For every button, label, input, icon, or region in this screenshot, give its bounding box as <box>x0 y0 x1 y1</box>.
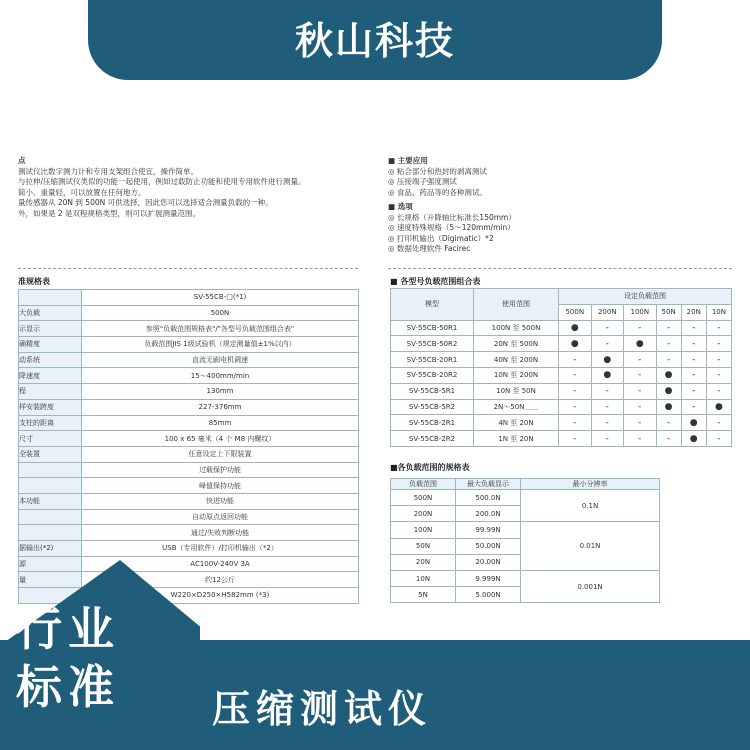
spec-row <box>19 352 359 368</box>
spec-value: 100 x 65 毫米（4 个 M8 内螺纹） <box>82 431 359 447</box>
combo-mark: - <box>656 320 681 336</box>
spec-value: 任意设定上下限装置 <box>82 446 359 462</box>
combo-setting-col: 500N <box>559 304 592 320</box>
load-header-max: 最大负载显示 <box>456 479 521 490</box>
spec-value: 500N <box>82 305 359 321</box>
load-header-range: 负载范围 <box>391 479 456 490</box>
load-range: 20N <box>391 554 456 570</box>
combo-mark: - <box>559 352 592 368</box>
combo-mark: - <box>624 399 657 415</box>
combo-mark: - <box>559 367 592 383</box>
combo-mark: - <box>681 352 706 368</box>
combo-mark: - <box>681 383 706 399</box>
options-heading: ■ 选项 <box>388 202 413 211</box>
spec-value: 130mm <box>82 384 359 400</box>
load-max: 200.0N <box>456 506 521 522</box>
combo-mark: - <box>706 431 731 447</box>
combo-mark: ● <box>656 399 681 415</box>
spec-row <box>19 509 359 525</box>
features-line: 量传感器从 20N 到 500N 可供选择，因此您可以选择适合测量负载的一种。 <box>18 198 273 207</box>
load-max: 20.00N <box>456 554 521 570</box>
features-line: 简小、重量轻，可以放置在任何地方。 <box>18 187 146 197</box>
load-range: 50N <box>391 538 456 554</box>
load-row <box>391 522 660 538</box>
load-max: 9.999N <box>456 570 521 586</box>
combo-mark: - <box>706 415 731 431</box>
combo-model: SV-55CB-5R2 <box>391 399 474 415</box>
combo-mark: - <box>706 367 731 383</box>
spec-row <box>19 462 359 478</box>
applications-line: ◎ 压接端子强度测试 <box>388 177 457 186</box>
combo-mark: ● <box>559 336 592 352</box>
combo-range: 10N 至 200N <box>474 367 559 383</box>
combo-mark: - <box>591 431 624 447</box>
spec-value: 过载保护功能 <box>82 462 359 478</box>
applications-heading: ■ 主要应用 <box>388 156 428 165</box>
combo-mark: ● <box>656 367 681 383</box>
spec-value: 参照"负载范围规格表"/"各型号负载范围组合表" <box>82 321 359 337</box>
load-range: 200N <box>391 506 456 522</box>
spec-key: 支柱的距离 <box>19 415 82 431</box>
spec-row <box>19 431 359 447</box>
combo-row <box>391 431 732 447</box>
spec-row <box>19 368 359 384</box>
combo-model: SV-55CB-20R2 <box>391 367 474 383</box>
combo-range: 40N 至 200N <box>474 352 559 368</box>
combo-mark: ● <box>591 367 624 383</box>
combo-setting-col: 200N <box>591 304 624 320</box>
spec-key: 动系统 <box>19 352 82 368</box>
load-range-table <box>390 478 660 603</box>
spec-value: 直流无刷电机调速 <box>82 352 359 368</box>
combo-mark: - <box>624 352 657 368</box>
combo-mark: - <box>591 415 624 431</box>
combo-row <box>391 399 732 415</box>
combo-mark: - <box>681 320 706 336</box>
combo-mark: - <box>591 336 624 352</box>
combo-mark: - <box>681 336 706 352</box>
combo-mark: ● <box>681 431 706 447</box>
combo-table-title: ■ 各型号负载范围组合表 <box>390 277 481 286</box>
spec-value: 自动原点返回功能 <box>82 509 359 525</box>
load-range: 5N <box>391 587 456 603</box>
spec-key <box>19 462 82 478</box>
combo-mark: - <box>624 320 657 336</box>
combo-mark: ● <box>706 399 731 415</box>
spec-row <box>19 446 359 462</box>
combo-mark: - <box>624 383 657 399</box>
combo-setting-col: 10N <box>706 304 731 320</box>
spec-value: AC100V-240V 3A <box>82 556 359 572</box>
load-max: 5.000N <box>456 587 521 603</box>
load-header-resolution: 最小分辨率 <box>521 479 660 490</box>
combo-setting-col: 50N <box>656 304 681 320</box>
spec-row <box>19 541 359 557</box>
spec-key: 尺寸 <box>19 431 82 447</box>
spec-key <box>19 290 82 306</box>
spec-key: 确精度 <box>19 337 82 353</box>
spec-row <box>19 572 359 588</box>
load-range: 10N <box>391 570 456 586</box>
options-line: ◎ 速度特殊规格（5～120mm/min） <box>388 223 515 232</box>
combo-mark: - <box>681 367 706 383</box>
spec-key: 据输出(*2) <box>19 541 82 557</box>
product-name: 压缩测试仪 <box>212 687 433 731</box>
spec-row <box>19 525 359 541</box>
combo-row <box>391 320 732 336</box>
spec-key: 全装置 <box>19 446 82 462</box>
spec-key: 量 <box>19 572 82 588</box>
combo-mark: ● <box>681 415 706 431</box>
spec-key: 大负载 <box>19 305 82 321</box>
spec-value: SV-55CB-□(*1) <box>82 290 359 306</box>
combo-model: SV-55CB-2R1 <box>391 415 474 431</box>
combo-range: 100N 至 500N <box>474 320 559 336</box>
divider <box>18 268 358 269</box>
combo-header-model: 模型 <box>391 289 474 321</box>
options-line: ◎ 数据处理软件 Facirec <box>388 244 471 253</box>
spec-value: 227-376mm <box>82 399 359 415</box>
features-block <box>18 156 306 219</box>
combo-mark: - <box>591 383 624 399</box>
combo-mark: - <box>559 383 592 399</box>
features-line: 测试仪比数字测力计和专用支架组合使宜，操作简单。 <box>18 166 198 176</box>
combo-mark: - <box>559 399 592 415</box>
combo-mark: - <box>656 415 681 431</box>
combo-setting-col: 100N <box>624 304 657 320</box>
spec-row <box>19 305 359 321</box>
options-block <box>388 202 516 255</box>
spec-value: W220×D250×H582mm (*3) <box>82 588 359 604</box>
applications-line: ◎ 粘合部分和热封的剥离测试 <box>388 166 487 176</box>
spec-table-title: 准规格表 <box>18 277 50 286</box>
spec-row <box>19 493 359 509</box>
spec-key: 程 <box>19 384 82 400</box>
load-range: 100N <box>391 522 456 538</box>
spec-row <box>19 321 359 337</box>
combo-mark: - <box>591 399 624 415</box>
spec-row <box>19 290 359 306</box>
load-row <box>391 490 660 506</box>
load-row <box>391 570 660 586</box>
combo-model: SV-55CB-50R2 <box>391 336 474 352</box>
combo-mark: ● <box>559 320 592 336</box>
load-max: 99.99N <box>456 522 521 538</box>
load-resolution: 0.001N <box>521 570 660 602</box>
spec-key <box>19 478 82 494</box>
combo-mark: ● <box>624 336 657 352</box>
applications-line: ◎ 食品、药品等的各种测试。 <box>388 187 487 197</box>
spec-value: 负载范围JIS 1级试验机（规定测量值±1%以内） <box>82 337 359 353</box>
divider <box>388 268 732 269</box>
combo-range: 4N 至 20N <box>474 415 559 431</box>
applications-block <box>388 156 487 198</box>
header-band <box>88 0 662 80</box>
combo-setting-col: 20N <box>681 304 706 320</box>
combo-model: SV-55CB-2R2 <box>391 431 474 447</box>
combo-mark: - <box>706 320 731 336</box>
combo-mark: - <box>624 367 657 383</box>
combo-mark: - <box>681 399 706 415</box>
spec-row <box>19 415 359 431</box>
combo-mark: - <box>559 431 592 447</box>
combo-mark: - <box>656 352 681 368</box>
spec-key: 降速度 <box>19 368 82 384</box>
spec-value: 约12公斤 <box>82 572 359 588</box>
combo-mark: - <box>624 431 657 447</box>
combo-mark: - <box>656 431 681 447</box>
spec-row <box>19 337 359 353</box>
load-table-title: ■各负载范围的规格表 <box>390 463 470 472</box>
combo-range: 10N 至 50N <box>474 383 559 399</box>
combo-range: 2N～50N＿＿ <box>474 399 559 415</box>
spec-value: 峰值保持功能 <box>82 478 359 494</box>
combo-mark: - <box>656 336 681 352</box>
spec-key: 本功能 <box>19 493 82 509</box>
load-resolution: 0.1N <box>521 490 660 522</box>
spec-value: USB（专用软件）/打印机输出（*2） <box>82 541 359 557</box>
header-title: 秋山科技 <box>294 19 455 63</box>
spec-key: 样安装跨度 <box>19 399 82 415</box>
spec-row <box>19 384 359 400</box>
spec-key: 示显示 <box>19 321 82 337</box>
combo-mark: - <box>706 352 731 368</box>
combo-row <box>391 367 732 383</box>
combo-header-range: 使用范围 <box>474 289 559 321</box>
combo-range: 1N 至 20N <box>474 431 559 447</box>
spec-value: 通过/失败判断功能 <box>82 525 359 541</box>
combo-row <box>391 352 732 368</box>
spec-value: 85mm <box>82 415 359 431</box>
options-line: ◎ 长规格（升降轴比标准长150mm） <box>388 212 516 222</box>
combo-mark: - <box>706 383 731 399</box>
features-line: 外，如果是 2 是双程规格类型，则可以扩展测量范围。 <box>18 208 201 218</box>
combo-mark: ● <box>591 352 624 368</box>
spec-key <box>19 509 82 525</box>
spec-document <box>18 152 732 602</box>
spec-row <box>19 556 359 572</box>
combo-model: SV-55CB-5R1 <box>391 383 474 399</box>
combo-row <box>391 383 732 399</box>
combo-table <box>390 288 732 447</box>
combo-mark: ● <box>656 383 681 399</box>
load-max: 500.0N <box>456 490 521 506</box>
spec-key: 源 <box>19 556 82 572</box>
load-range: 500N <box>391 490 456 506</box>
spec-value: 15～400mm/min <box>82 368 359 384</box>
load-max: 50.00N <box>456 538 521 554</box>
features-line: 与拉伸/压缩测试仪类似的功能一起使用，例如过载防止功能和使用专用软件进行测量。 <box>18 177 306 186</box>
spec-value: 快进功能 <box>82 493 359 509</box>
combo-mark: - <box>706 336 731 352</box>
spec-row <box>19 478 359 494</box>
combo-model: SV-55CB-20R1 <box>391 352 474 368</box>
spec-row <box>19 399 359 415</box>
combo-row <box>391 336 732 352</box>
footer-tag-line: 行业 <box>16 602 120 656</box>
combo-header-setting: 设定负载范围 <box>559 289 732 305</box>
options-line: ◎ 打印机输出（Digimatic）*2 <box>388 233 494 243</box>
features-heading: 点 <box>18 156 26 165</box>
combo-mark: - <box>591 320 624 336</box>
spec-key <box>19 525 82 541</box>
footer-tag <box>16 600 120 716</box>
footer-tag-line: 标准 <box>16 660 120 714</box>
combo-model: SV-55CB-50R1 <box>391 320 474 336</box>
combo-mark: - <box>624 415 657 431</box>
load-resolution: 0.01N <box>521 522 660 571</box>
spec-table <box>18 289 359 604</box>
combo-mark: - <box>559 415 592 431</box>
combo-range: 20N 至 500N <box>474 336 559 352</box>
combo-row <box>391 415 732 431</box>
